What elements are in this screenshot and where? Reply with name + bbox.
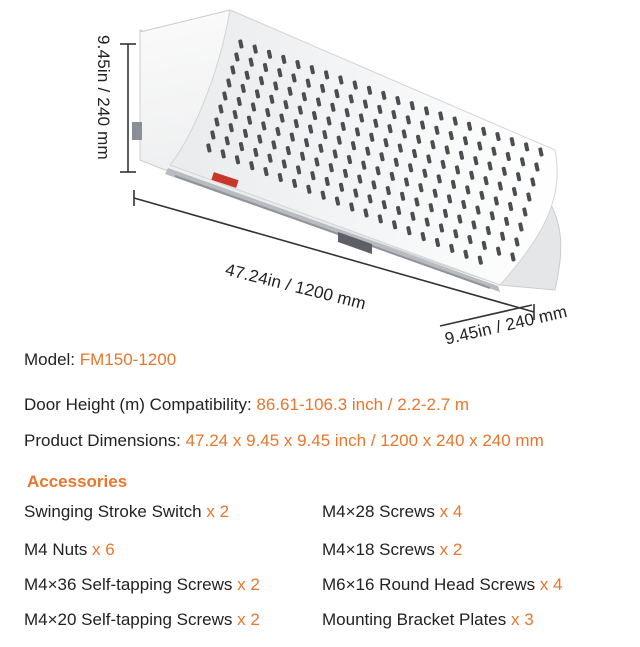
model-value: FM150-1200 — [79, 350, 177, 369]
accessory-qty: x 3 — [511, 610, 534, 629]
accessory-name: M4×20 Self-tapping Screws — [24, 610, 233, 629]
accessory-name: M4×28 Screws — [322, 502, 435, 521]
model-label: Model: — [24, 350, 76, 369]
accessory-item — [322, 610, 534, 630]
accessory-item — [24, 502, 229, 522]
height-dimension-label: 9.45in / 240 mm — [94, 35, 113, 160]
accessory-item — [24, 610, 260, 630]
accessory-name: M4×36 Self-tapping Screws — [24, 575, 233, 594]
accessory-qty: x 6 — [92, 540, 115, 559]
length-dimension-label: 47.24in / 1200 mm — [223, 260, 368, 314]
accessory-qty: x 4 — [439, 502, 463, 521]
mounting-bracket — [132, 122, 142, 140]
accessory-qty: x 2 — [237, 575, 260, 594]
product-dimensions-spec — [24, 431, 544, 451]
accessory-item — [322, 575, 563, 595]
depth-dimension-label: 9.45in / 240 mm — [443, 301, 569, 349]
accessory-name: M4×18 Screws — [322, 540, 435, 559]
accessory-qty: x 2 — [237, 610, 260, 629]
door-height-label: Door Height (m) Compatibility: — [24, 395, 252, 414]
accessory-item — [322, 502, 462, 522]
accessory-name: Mounting Bracket Plates — [322, 610, 507, 629]
accessories-heading: Accessories — [27, 472, 128, 491]
accessory-item — [322, 540, 462, 560]
accessory-qty: x 2 — [206, 502, 230, 521]
accessory-name: M4 Nuts — [24, 540, 88, 559]
product-dimensions-label: Product Dimensions: — [24, 431, 181, 450]
height-dimension-line — [120, 44, 136, 172]
accessory-item — [24, 540, 115, 560]
product-dimensions-value: 47.24 x 9.45 x 9.45 inch / 1200 x 240 x 240 mm — [185, 431, 544, 450]
accessory-qty: x 4 — [539, 575, 563, 594]
accessory-name: Swinging Stroke Switch — [24, 502, 202, 521]
door-height-value: 86.61-106.3 inch / 2.2-2.7 m — [256, 395, 470, 414]
accessory-name: M6×16 Round Head Screws — [322, 575, 536, 594]
accessory-item — [24, 575, 260, 595]
accessory-qty: x 2 — [439, 540, 463, 559]
model-spec — [24, 350, 176, 370]
door-height-spec — [24, 395, 469, 415]
